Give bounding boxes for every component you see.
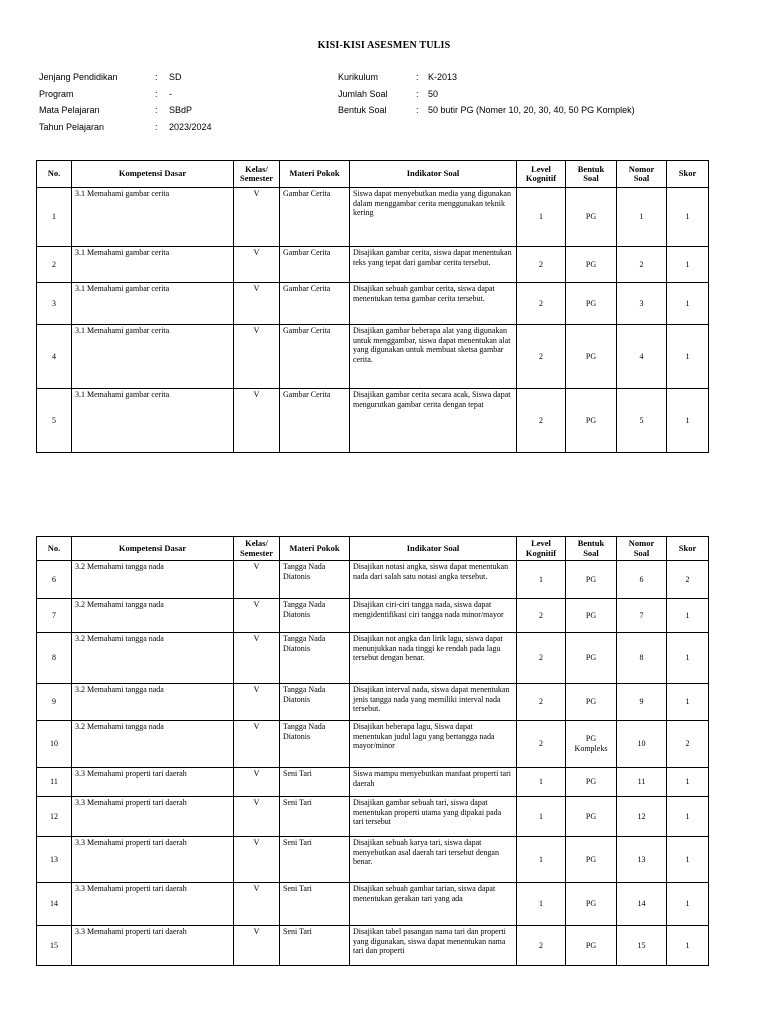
cell-materi-pokok: Seni Tari xyxy=(280,926,350,966)
cell-indikator-soal: Disajikan sebuah gambar tarian, siswa dapat menentukan gerakan tari yang ada xyxy=(350,883,517,926)
info-colon: : xyxy=(155,105,158,115)
header-bentuk-line1: Bentuk xyxy=(577,163,605,174)
info-colon: : xyxy=(155,88,158,99)
table-row xyxy=(37,389,709,453)
cell-nomor-soal: 6 xyxy=(617,561,667,599)
header-kelas-line1: Kelas/ xyxy=(245,538,268,549)
info-label: Kurikulum xyxy=(338,72,379,82)
cell-row-number: 14 xyxy=(37,883,72,926)
cell-bentuk-soal: PG xyxy=(566,389,617,453)
cell-level-kognitif: 2 xyxy=(517,389,566,453)
cell-kelas-semester: V xyxy=(234,926,280,966)
cell-skor: 1 xyxy=(667,684,709,721)
cell-kompetensi-dasar: 3.2 Memahami tangga nada xyxy=(72,684,234,721)
cell-materi-pokok: Tangga Nada Diatonis xyxy=(280,721,350,768)
table-row xyxy=(37,684,709,721)
header-skor: Skor xyxy=(667,537,709,561)
header-bentuk-line1: Bentuk xyxy=(577,538,605,549)
cell-level-kognitif: 2 xyxy=(517,599,566,633)
cell-materi-pokok: Seni Tari xyxy=(280,883,350,926)
cell-materi-pokok: Gambar Cerita xyxy=(280,283,350,325)
cell-bentuk-soal: PG xyxy=(566,188,617,247)
cell-bentuk-soal: PG xyxy=(566,883,617,926)
cell-level-kognitif: 1 xyxy=(517,883,566,926)
cell-row-number: 13 xyxy=(37,837,72,883)
cell-indikator-soal: Disajikan sebuah karya tari, siswa dapat menyebutkan asal daerah tari tersebut dengan benar. xyxy=(350,837,517,883)
cell-kelas-semester: V xyxy=(234,797,280,837)
cell-nomor-soal: 8 xyxy=(617,633,667,684)
info-row xyxy=(39,89,319,106)
cell-row-number: 11 xyxy=(37,768,72,797)
cell-indikator-soal: Disajikan gambar cerita, siswa dapat menentukan teks yang tepat dari gambar cerita tersebut. xyxy=(350,247,517,283)
cell-skor: 1 xyxy=(667,768,709,797)
cell-kompetensi-dasar: 3.1 Memahami gambar cerita xyxy=(72,188,234,247)
cell-level-kognitif: 2 xyxy=(517,926,566,966)
cell-materi-pokok: Seni Tari xyxy=(280,768,350,797)
cell-bentuk-soal: PG xyxy=(566,926,617,966)
cell-kompetensi-dasar: 3.3 Memahami properti tari daerah xyxy=(72,797,234,837)
header-level-line2: Kognitif xyxy=(525,547,557,558)
cell-indikator-soal: Siswa dapat menyebutkan media yang digunakan dalam menggambar cerita menggunakan teknik kering xyxy=(350,188,517,247)
cell-materi-pokok: Tangga Nada Diatonis xyxy=(280,599,350,633)
header-indikator: Indikator Soal xyxy=(350,537,517,561)
cell-nomor-soal: 3 xyxy=(617,283,667,325)
cell-kelas-semester: V xyxy=(234,325,280,389)
cell-skor: 1 xyxy=(667,926,709,966)
cell-level-kognitif: 1 xyxy=(517,837,566,883)
cell-bentuk-soal: PG xyxy=(566,247,617,283)
cell-row-number: 9 xyxy=(37,684,72,721)
table-row xyxy=(37,633,709,684)
cell-kelas-semester: V xyxy=(234,883,280,926)
kisi-kisi-table-2 xyxy=(36,536,709,966)
cell-row-number: 4 xyxy=(37,325,72,389)
cell-bentuk-soal: PG xyxy=(566,684,617,721)
cell-skor: 1 xyxy=(667,797,709,837)
kisi-kisi-table-1 xyxy=(36,160,709,453)
cell-level-kognitif: 2 xyxy=(517,283,566,325)
cell-level-kognitif: 1 xyxy=(517,188,566,247)
cell-indikator-soal: Siswa mampu menyebutkan manfaat properti tari daerah xyxy=(350,768,517,797)
table-row xyxy=(37,247,709,283)
cell-materi-pokok: Tangga Nada Diatonis xyxy=(280,633,350,684)
cell-bentuk-soal: PG xyxy=(566,797,617,837)
cell-kompetensi-dasar: 3.2 Memahami tangga nada xyxy=(72,633,234,684)
cell-materi-pokok: Gambar Cerita xyxy=(280,188,350,247)
cell-bentuk-soal: PG xyxy=(566,599,617,633)
cell-level-kognitif: 1 xyxy=(517,768,566,797)
header-level-line1: Level xyxy=(531,538,551,549)
cell-skor: 1 xyxy=(667,633,709,684)
cell-bentuk-soal: PG xyxy=(566,325,617,389)
info-value: K-2013 xyxy=(428,72,458,82)
cell-level-kognitif: 2 xyxy=(517,247,566,283)
header-kompetensi: Kompetensi Dasar xyxy=(72,537,234,561)
header-kelas xyxy=(234,161,280,188)
cell-skor: 1 xyxy=(667,325,709,389)
cell-kompetensi-dasar: 3.1 Memahami gambar cerita xyxy=(72,283,234,325)
cell-kompetensi-dasar: 3.3 Memahami properti tari daerah xyxy=(72,768,234,797)
info-value: 50 xyxy=(428,88,439,99)
info-row xyxy=(338,72,738,89)
cell-bentuk-soal: PG xyxy=(566,633,617,684)
cell-nomor-soal: 14 xyxy=(617,883,667,926)
header-level-line1: Level xyxy=(531,163,551,174)
cell-bentuk-soal: PG xyxy=(566,837,617,883)
cell-kompetensi-dasar: 3.1 Memahami gambar cerita xyxy=(72,389,234,453)
header-nomor-line2: Soal xyxy=(633,173,650,183)
cell-kelas-semester: V xyxy=(234,837,280,883)
info-row xyxy=(338,105,738,122)
cell-row-number: 6 xyxy=(37,561,72,599)
table-row xyxy=(37,837,709,883)
cell-kompetensi-dasar: 3.3 Memahami properti tari daerah xyxy=(72,883,234,926)
cell-bentuk-soal: PG xyxy=(566,283,617,325)
cell-nomor-soal: 12 xyxy=(617,797,667,837)
cell-kompetensi-dasar: 3.3 Memahami properti tari daerah xyxy=(72,926,234,966)
cell-indikator-soal: Disajikan interval nada, siswa dapat menentukan jenis tangga nada yang memiliki interval nada tersebut. xyxy=(350,684,517,721)
cell-materi-pokok: Tangga Nada Diatonis xyxy=(280,561,350,599)
header-kelas-line2: Semester xyxy=(239,173,274,183)
cell-level-kognitif: 2 xyxy=(517,325,566,389)
cell-kelas-semester: V xyxy=(234,721,280,768)
info-colon: : xyxy=(416,105,419,115)
cell-kelas-semester: V xyxy=(234,599,280,633)
table-row xyxy=(37,561,709,599)
cell-nomor-soal: 13 xyxy=(617,837,667,883)
info-colon: : xyxy=(155,72,158,82)
cell-nomor-soal: 1 xyxy=(617,188,667,247)
cell-level-kognitif: 2 xyxy=(517,684,566,721)
cell-row-number: 1 xyxy=(37,188,72,247)
cell-nomor-soal: 2 xyxy=(617,247,667,283)
cell-row-number: 3 xyxy=(37,283,72,325)
header-level xyxy=(517,537,566,561)
info-row xyxy=(39,105,319,122)
header-kompetensi: Kompetensi Dasar xyxy=(72,161,234,188)
table-row xyxy=(37,926,709,966)
cell-bentuk-soal: PG xyxy=(566,768,617,797)
info-label: Tahun Pelajaran xyxy=(39,121,105,132)
info-label: Jumlah Soal xyxy=(338,88,388,99)
info-label: Bentuk Soal xyxy=(338,105,387,115)
cell-indikator-soal: Disajikan gambar cerita secara acak, Siswa dapat mengurutkan gambar cerita dengan tepat xyxy=(350,389,517,453)
header-bentuk xyxy=(566,161,617,188)
cell-skor: 2 xyxy=(667,561,709,599)
header-nomor-line1: Nomor xyxy=(628,538,655,549)
cell-indikator-soal: Disajikan ciri-ciri tangga nada, siswa dapat mengidentifikasi ciri tangga nada minor/mayor xyxy=(350,599,517,633)
cell-kelas-semester: V xyxy=(234,684,280,721)
cell-kelas-semester: V xyxy=(234,768,280,797)
cell-indikator-soal: Disajikan notasi angka, siswa dapat menentukan nada dari salah satu notasi angka tersebut. xyxy=(350,561,517,599)
table-row xyxy=(37,283,709,325)
cell-kompetensi-dasar: 3.2 Memahami tangga nada xyxy=(72,599,234,633)
header-level-line2: Kognitif xyxy=(525,173,557,183)
cell-skor: 1 xyxy=(667,883,709,926)
cell-nomor-soal: 7 xyxy=(617,599,667,633)
cell-materi-pokok: Tangga Nada Diatonis xyxy=(280,684,350,721)
cell-level-kognitif: 1 xyxy=(517,561,566,599)
cell-indikator-soal: Disajikan not angka dan lirik lagu, siswa dapat menunjukkan nada tinggi ke rendah pada lagu tersebut dengan benar. xyxy=(350,633,517,684)
header-no: No. xyxy=(37,161,72,188)
table-row xyxy=(37,599,709,633)
cell-row-number: 8 xyxy=(37,633,72,684)
header-kelas-line1: Kelas/ xyxy=(245,163,268,174)
table-header-row xyxy=(37,161,709,188)
cell-nomor-soal: 4 xyxy=(617,325,667,389)
cell-indikator-soal: Disajikan gambar beberapa alat yang digunakan untuk menggambar, siswa dapat menentukan alat yang digunakan untuk membuat sketsa gambar cerita. xyxy=(350,325,517,389)
info-value: SD xyxy=(169,72,182,82)
table-row xyxy=(37,188,709,247)
table-row xyxy=(37,797,709,837)
info-colon: : xyxy=(155,121,158,132)
cell-row-number: 15 xyxy=(37,926,72,966)
info-row xyxy=(39,72,319,89)
header-materi: Materi Pokok xyxy=(280,537,350,561)
cell-level-kognitif: 2 xyxy=(517,721,566,768)
cell-kompetensi-dasar: 3.1 Memahami gambar cerita xyxy=(72,325,234,389)
cell-indikator-soal: Disajikan sebuah gambar cerita, siswa dapat menentukan tema gambar cerita tersebut. xyxy=(350,283,517,325)
cell-bentuk-soal: PG Kompleks xyxy=(566,721,617,768)
cell-kelas-semester: V xyxy=(234,389,280,453)
cell-row-number: 12 xyxy=(37,797,72,837)
cell-bentuk-soal: PG xyxy=(566,561,617,599)
header-no: No. xyxy=(37,537,72,561)
header-nomor xyxy=(617,161,667,188)
header-materi: Materi Pokok xyxy=(280,161,350,188)
cell-skor: 2 xyxy=(667,721,709,768)
cell-kelas-semester: V xyxy=(234,283,280,325)
header-kelas xyxy=(234,537,280,561)
cell-level-kognitif: 1 xyxy=(517,797,566,837)
cell-materi-pokok: Seni Tari xyxy=(280,837,350,883)
cell-skor: 1 xyxy=(667,599,709,633)
table-header-row xyxy=(37,537,709,561)
info-colon: : xyxy=(416,72,419,82)
header-nomor xyxy=(617,537,667,561)
cell-indikator-soal: Disajikan tabel pasangan nama tari dan properti yang digunakan, siswa dapat menentukan nama tari dan properti xyxy=(350,926,517,966)
cell-nomor-soal: 9 xyxy=(617,684,667,721)
table-row xyxy=(37,325,709,389)
cell-kompetensi-dasar: 3.2 Memahami tangga nada xyxy=(72,561,234,599)
cell-skor: 1 xyxy=(667,283,709,325)
info-label: Program xyxy=(39,88,74,99)
info-value: SBdP xyxy=(169,105,193,115)
cell-row-number: 5 xyxy=(37,389,72,453)
header-kelas-line2: Semester xyxy=(239,547,274,558)
cell-row-number: 10 xyxy=(37,721,72,768)
cell-materi-pokok: Seni Tari xyxy=(280,797,350,837)
header-skor: Skor xyxy=(667,161,709,188)
table-row xyxy=(37,883,709,926)
info-value: 50 butir PG (Nomer 10, 20, 30, 40, 50 PG Komplek) xyxy=(428,105,635,115)
info-colon: : xyxy=(416,88,419,99)
header-level xyxy=(517,161,566,188)
cell-level-kognitif: 2 xyxy=(517,633,566,684)
cell-skor: 1 xyxy=(667,247,709,283)
info-value: - xyxy=(169,88,172,99)
header-nomor-line1: Nomor xyxy=(628,163,655,174)
cell-nomor-soal: 10 xyxy=(617,721,667,768)
info-right-block xyxy=(338,72,738,122)
table-row xyxy=(37,768,709,797)
cell-kelas-semester: V xyxy=(234,561,280,599)
cell-kelas-semester: V xyxy=(234,633,280,684)
info-left-block xyxy=(39,72,319,138)
cell-row-number: 7 xyxy=(37,599,72,633)
cell-kompetensi-dasar: 3.3 Memahami properti tari daerah xyxy=(72,837,234,883)
header-bentuk xyxy=(566,537,617,561)
header-nomor-line2: Soal xyxy=(633,547,650,558)
header-bentuk-line2: Soal xyxy=(583,547,599,558)
cell-kompetensi-dasar: 3.2 Memahami tangga nada xyxy=(72,721,234,768)
cell-nomor-soal: 11 xyxy=(617,768,667,797)
cell-nomor-soal: 15 xyxy=(617,926,667,966)
header-indikator: Indikator Soal xyxy=(350,161,517,188)
cell-materi-pokok: Gambar Cerita xyxy=(280,247,350,283)
cell-kelas-semester: V xyxy=(234,247,280,283)
cell-skor: 1 xyxy=(667,389,709,453)
cell-indikator-soal: Disajikan gambar sebuah tari, siswa dapat menentukan properti utama yang dipakai pada tari tersebut xyxy=(350,797,517,837)
info-label: Jenjang Pendidikan xyxy=(39,72,118,82)
cell-kelas-semester: V xyxy=(234,188,280,247)
cell-materi-pokok: Gambar Cerita xyxy=(280,325,350,389)
info-label: Mata Pelajaran xyxy=(39,105,100,115)
cell-materi-pokok: Gambar Cerita xyxy=(280,389,350,453)
cell-indikator-soal: Disajikan beberapa lagu, Siswa dapat menentukan judul lagu yang bertangga nada mayor/minor xyxy=(350,721,517,768)
cell-row-number: 2 xyxy=(37,247,72,283)
info-row xyxy=(39,122,319,139)
info-row xyxy=(338,89,738,106)
info-value: 2023/2024 xyxy=(169,121,212,132)
cell-nomor-soal: 5 xyxy=(617,389,667,453)
header-bentuk-line2: Soal xyxy=(583,173,599,183)
table-row xyxy=(37,721,709,768)
cell-skor: 1 xyxy=(667,837,709,883)
cell-skor: 1 xyxy=(667,188,709,247)
cell-kompetensi-dasar: 3.1 Memahami gambar cerita xyxy=(72,247,234,283)
document-title: KISI-KISI ASESMEN TULIS xyxy=(317,40,451,51)
